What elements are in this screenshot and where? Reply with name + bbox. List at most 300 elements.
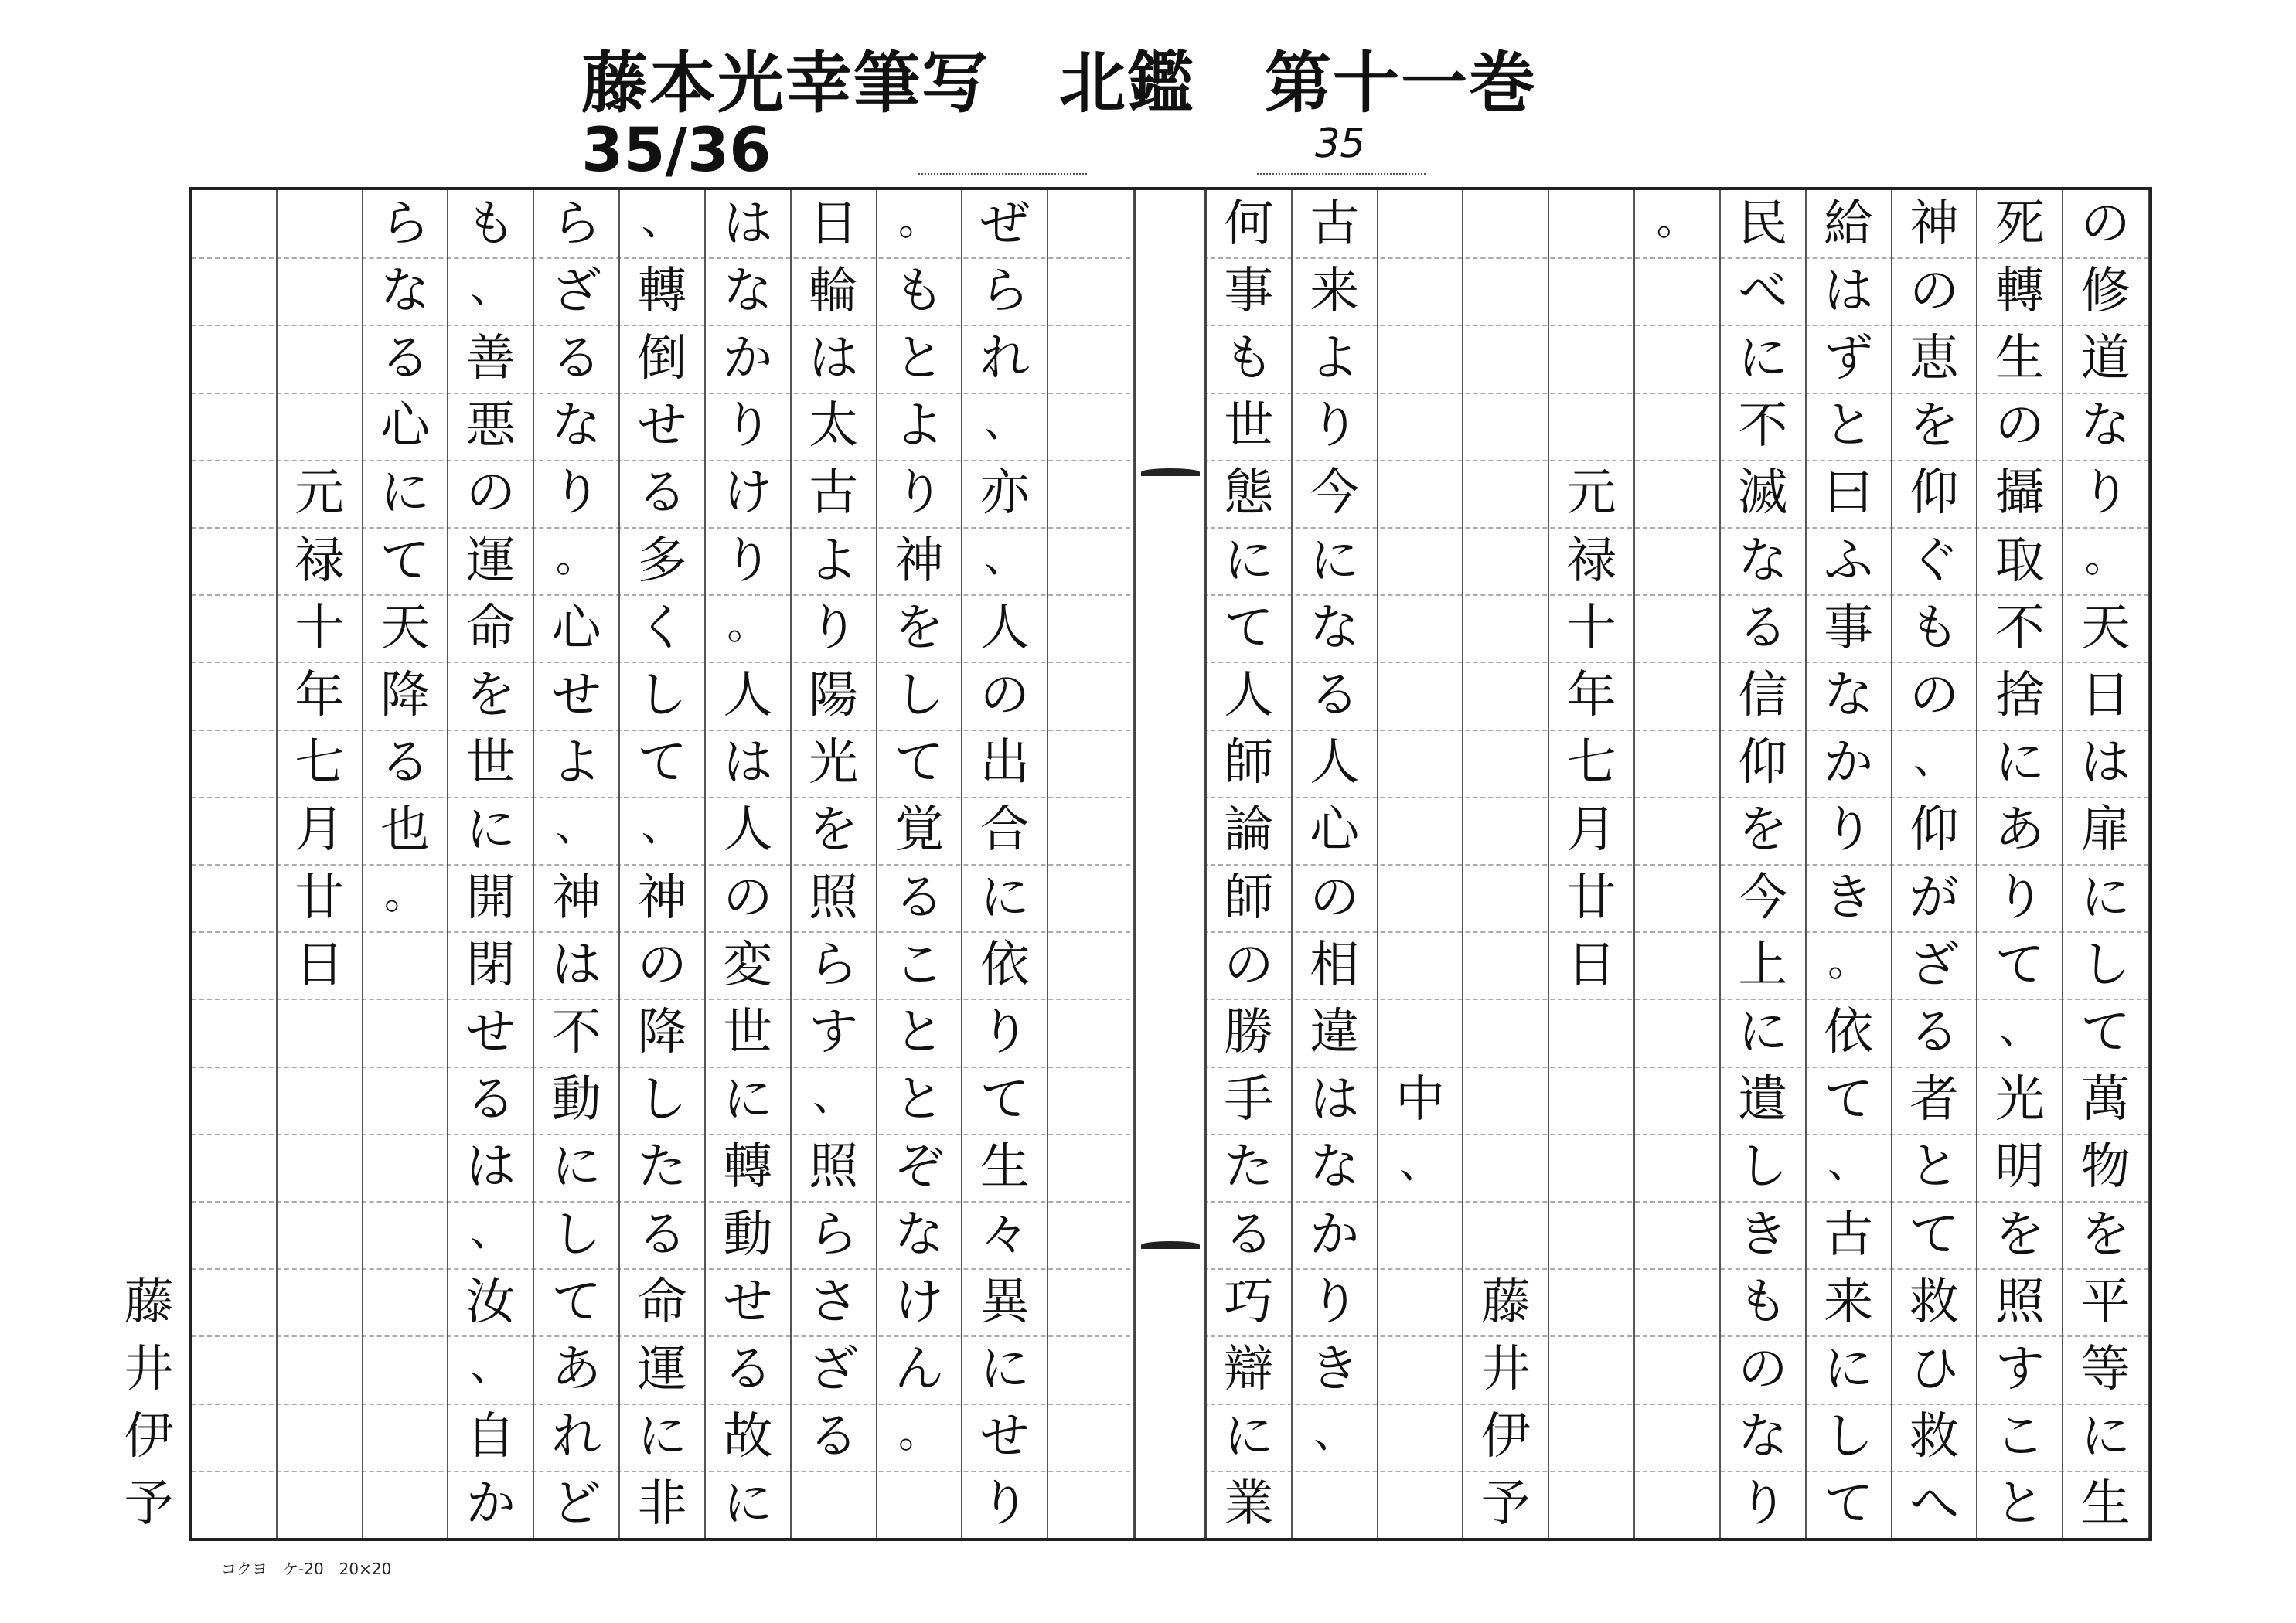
manuscript-column: [1293, 190, 1378, 1538]
manuscript-character: 井: [124, 1341, 174, 1398]
manuscript-character: 藤: [1480, 1273, 1531, 1331]
manuscript-character: 降: [380, 667, 431, 724]
manuscript-character: は: [723, 734, 773, 792]
manuscript-character: な: [723, 262, 773, 320]
manuscript-character: 救: [1909, 1408, 1959, 1466]
manuscript-character: 。: [1656, 195, 1698, 244]
manuscript-character: 照: [809, 1138, 859, 1196]
manuscript-character: り: [809, 599, 859, 657]
manuscript-character: 、: [641, 195, 683, 244]
manuscript-character: か: [465, 1475, 516, 1533]
manuscript-character: 禄: [295, 532, 345, 590]
manuscript-character: の: [723, 869, 773, 927]
manuscript-character: な: [1738, 1408, 1788, 1466]
manuscript-column: [192, 190, 278, 1538]
manuscript-character: る: [1909, 1004, 1959, 1061]
manuscript-character: 轉: [637, 262, 687, 320]
manuscript-column: [877, 190, 963, 1538]
manuscript-character: り: [979, 1004, 1030, 1061]
manuscript-character: よ: [551, 734, 601, 792]
manuscript-column: [363, 190, 449, 1538]
manuscript-character: 神: [551, 869, 601, 927]
manuscript-character: 今: [1310, 464, 1360, 522]
manuscript-character: て: [1824, 1071, 1874, 1129]
manuscript-character: せ: [551, 667, 601, 724]
manuscript-character: 依: [979, 936, 1030, 994]
manuscript-character: る: [465, 1071, 516, 1129]
manuscript-character: 元: [295, 464, 345, 522]
manuscript-character: 光: [809, 734, 859, 792]
manuscript-character: き: [1310, 1341, 1360, 1398]
manuscript-character: 民: [1738, 195, 1788, 253]
manuscript-character: し: [551, 1206, 601, 1264]
manuscript-character: す: [1995, 1341, 2045, 1398]
manuscript-character: 心: [1310, 801, 1360, 859]
handwritten-page-number: 35: [1310, 121, 1370, 167]
manuscript-character: 故: [723, 1408, 773, 1466]
manuscript-character: に: [1310, 532, 1360, 590]
manuscript-character: 業: [1224, 1475, 1274, 1533]
manuscript-character: 来: [1310, 262, 1360, 320]
manuscript-character: 。: [555, 532, 598, 581]
manuscript-column: [1048, 190, 1134, 1538]
manuscript-character: 平: [2080, 1273, 2131, 1331]
manuscript-character: 非: [637, 1475, 687, 1533]
manuscript-character: の: [1738, 1341, 1788, 1398]
manuscript-character: 、: [641, 801, 683, 851]
manuscript-character: た: [1224, 1138, 1274, 1196]
manuscript-character: 亦: [979, 464, 1030, 522]
manuscript-character: 神: [1909, 195, 1959, 253]
manuscript-character: こ: [894, 936, 944, 994]
manuscript-character: 出: [979, 734, 1030, 792]
manuscript-column: [534, 190, 620, 1538]
manuscript-character: 死: [1995, 195, 2045, 253]
manuscript-character: は: [2080, 734, 2131, 792]
manuscript-character: 命: [465, 599, 516, 657]
manuscript-character: ぜ: [979, 195, 1030, 253]
manuscript-character: の: [979, 667, 1030, 724]
manuscript-character: ひ: [1909, 1341, 1959, 1398]
manuscript-character: り: [551, 464, 601, 522]
manuscript-character: か: [1824, 734, 1874, 792]
manuscript-character: 取: [1995, 532, 2045, 590]
manuscript-character: 也: [380, 801, 431, 859]
manuscript-character: 仰: [1909, 464, 1959, 522]
manuscript-character: 、: [983, 397, 1026, 447]
manuscript-character: 明: [1995, 1138, 2045, 1196]
manuscript-character: し: [637, 1071, 687, 1129]
manuscript-character: れ: [979, 330, 1030, 387]
manuscript-character: 、: [983, 532, 1026, 581]
manuscript-character: を: [1909, 397, 1959, 455]
manuscript-character: な: [551, 397, 601, 455]
manuscript-character: も: [1738, 1273, 1788, 1331]
manuscript-character: へ: [1909, 1475, 1959, 1533]
manuscript-character: 自: [465, 1408, 516, 1466]
manuscript-character: て: [1909, 1206, 1959, 1264]
manuscript-character: て: [380, 532, 431, 590]
manuscript-character: 月: [1566, 801, 1616, 859]
manuscript-character: り: [1310, 1273, 1360, 1331]
manuscript-character: に: [1738, 1004, 1788, 1061]
manuscript-character: 。: [727, 599, 769, 648]
manuscript-character: を: [809, 801, 859, 859]
manuscript-character: ら: [809, 936, 859, 994]
manuscript-character: る: [637, 1206, 687, 1264]
manuscript-character: 禄: [1566, 532, 1616, 590]
manuscript-character: ざ: [809, 1341, 859, 1398]
manuscript-character: な: [1738, 532, 1788, 590]
manuscript-character: 人: [1310, 734, 1360, 792]
manuscript-character: 救: [1909, 1273, 1959, 1331]
manuscript-character: 萬: [2080, 1071, 2131, 1129]
manuscript-character: 天: [2080, 599, 2131, 657]
manuscript-character: る: [551, 330, 601, 387]
manuscript-character: 攝: [1995, 464, 2045, 522]
manuscript-character: 不: [1995, 599, 2045, 657]
manuscript-character: に: [380, 464, 431, 522]
header-rule-right: [1257, 173, 1426, 175]
manuscript-character: 違: [1310, 1004, 1360, 1061]
manuscript-character: 運: [637, 1341, 687, 1398]
manuscript-character: の: [1995, 397, 2045, 455]
manuscript-character: け: [723, 464, 773, 522]
manuscript-character: 、: [812, 1071, 855, 1121]
manuscript-character: き: [1824, 869, 1874, 927]
manuscript-character: て: [1824, 1475, 1874, 1533]
manuscript-character: さ: [809, 1273, 859, 1331]
manuscript-character: 藤: [124, 1273, 174, 1331]
manuscript-character: 伊: [124, 1408, 174, 1466]
manuscript-character: り: [894, 464, 944, 522]
manuscript-column: [1892, 190, 1978, 1538]
manuscript-character: 動: [551, 1071, 601, 1129]
manuscript-character: て: [979, 1071, 1030, 1129]
manuscript-character: 勝: [1224, 1004, 1274, 1061]
manuscript-character: 神: [637, 869, 687, 927]
manuscript-character: 太: [809, 397, 859, 455]
manuscript-character: あ: [551, 1341, 601, 1398]
manuscript-character: ふ: [1824, 532, 1874, 590]
manuscript-character: 。: [898, 1408, 940, 1458]
manuscript-character: 世: [465, 734, 516, 792]
manuscript-character: ざ: [551, 262, 601, 320]
manuscript-character: 井: [1480, 1341, 1531, 1398]
manuscript-character: 不: [551, 1004, 601, 1061]
manuscript-character: に: [551, 1138, 601, 1196]
manuscript-character: 命: [637, 1273, 687, 1331]
manuscript-character: 々: [979, 1206, 1030, 1264]
manuscript-character: 人: [723, 667, 773, 724]
manuscript-character: 予: [124, 1475, 174, 1533]
manuscript-character: 捨: [1995, 667, 2045, 724]
manuscript-character: 降: [637, 1004, 687, 1061]
manuscript-character: る: [894, 869, 944, 927]
manuscript-character: け: [894, 1273, 944, 1331]
manuscript-character: の: [2080, 195, 2131, 253]
manuscript-character: 、: [1913, 734, 1955, 784]
manuscript-character: 心: [551, 599, 601, 657]
manuscript-character: か: [1310, 1206, 1360, 1264]
manuscript-column: [278, 190, 363, 1538]
manuscript-character: 上: [1738, 936, 1788, 994]
manuscript-column: [1977, 190, 2063, 1538]
manuscript-character: て: [551, 1273, 601, 1331]
manuscript-character: 生: [2080, 1475, 2131, 1533]
manuscript-character: 元: [1566, 464, 1616, 522]
manuscript-character: と: [1824, 397, 1874, 455]
manuscript-character: り: [979, 1475, 1030, 1533]
manuscript-character: り: [1995, 869, 2045, 927]
manuscript-character: 閉: [465, 936, 516, 994]
manuscript-character: 日: [2080, 667, 2131, 724]
manuscript-character: ん: [894, 1341, 944, 1398]
manuscript-character: 依: [1824, 1004, 1874, 1061]
manuscript-character: に: [1738, 330, 1788, 387]
manuscript-character: 。: [2084, 532, 2127, 581]
manuscript-character: 古: [1824, 1206, 1874, 1264]
manuscript-character: り: [1310, 397, 1360, 455]
manuscript-character: 中: [1395, 1071, 1446, 1129]
manuscript-character: に: [1824, 1341, 1874, 1398]
manuscript-character: り: [2080, 464, 2131, 522]
manuscript-column: [106, 190, 192, 1538]
manuscript-character: 者: [1909, 1071, 1959, 1129]
manuscript-character: 道: [2080, 330, 2131, 387]
manuscript-character: 仰: [1738, 734, 1788, 792]
manuscript-grid: [124, 187, 2152, 1541]
manuscript-character: よ: [894, 397, 944, 455]
manuscript-character: の: [637, 936, 687, 994]
manuscript-character: 廿: [295, 869, 345, 927]
manuscript-character: 日: [809, 195, 859, 253]
manuscript-character: 変: [723, 936, 773, 994]
manuscript-character: 悪: [465, 397, 516, 455]
manuscript-character: よ: [809, 532, 859, 590]
manuscript-character: せ: [979, 1408, 1030, 1466]
manuscript-character: も: [1909, 599, 1959, 657]
manuscript-character: 、: [1399, 1138, 1442, 1188]
manuscript-character: 事: [1224, 262, 1274, 320]
manuscript-character: 、: [1313, 1408, 1356, 1458]
manuscript-character: く: [637, 599, 687, 657]
manuscript-character: 七: [295, 734, 345, 792]
manuscript-character: 、: [469, 1206, 512, 1255]
manuscript-character: な: [894, 1206, 944, 1264]
manuscript-character: る: [723, 1341, 773, 1398]
manuscript-character: の: [465, 464, 516, 522]
manuscript-character: て: [2080, 1004, 2131, 1061]
manuscript-character: 人: [979, 599, 1030, 657]
manuscript-character: 覚: [894, 801, 944, 859]
manuscript-character: て: [637, 734, 687, 792]
manuscript-character: 相: [1310, 936, 1360, 994]
title-copyist: 藤本光幸筆写: [581, 45, 990, 122]
manuscript-column: [792, 190, 877, 1538]
manuscript-character: 照: [1995, 1273, 2045, 1331]
manuscript-character: 伊: [1480, 1408, 1531, 1466]
manuscript-character: と: [1909, 1138, 1959, 1196]
manuscript-character: も: [1224, 330, 1274, 387]
center-gutter: [1134, 190, 1207, 1538]
manuscript-character: に: [2080, 1408, 2131, 1466]
manuscript-character: 恵: [1909, 330, 1959, 387]
manuscript-character: し: [894, 667, 944, 724]
manuscript-character: り: [1824, 801, 1874, 859]
manuscript-character: を: [894, 599, 944, 657]
manuscript-character: の: [1909, 262, 1959, 320]
manuscript-character: 年: [1566, 667, 1616, 724]
manuscript-character: 、: [1998, 1004, 2041, 1053]
gutter-fold-mark: [1141, 1241, 1200, 1249]
manuscript-character: に: [465, 801, 516, 859]
manuscript-character: に: [1224, 1408, 1274, 1466]
page-count: 35/36: [581, 116, 772, 185]
manuscript-character: 異: [979, 1273, 1030, 1331]
manuscript-character: べ: [1738, 262, 1788, 320]
manuscript-character: 照: [809, 869, 859, 927]
manuscript-character: 運: [465, 532, 516, 590]
manuscript-character: を: [1738, 801, 1788, 859]
manuscript-character: 扉: [2080, 801, 2131, 859]
manuscript-character: あ: [1995, 801, 2045, 859]
manuscript-character: 、: [555, 801, 598, 851]
manuscript-character: の: [1310, 869, 1360, 927]
manuscript-column: [620, 190, 706, 1538]
manuscript-character: に: [1995, 734, 2045, 792]
manuscript-character: と: [894, 330, 944, 387]
manuscript-character: り: [723, 532, 773, 590]
manuscript-column: [2063, 190, 2149, 1538]
manuscript-character: ら: [809, 1206, 859, 1264]
manuscript-character: 生: [1995, 330, 2045, 387]
manuscript-character: 日: [295, 936, 345, 994]
manuscript-character: ら: [551, 195, 601, 253]
manuscript-character: ぐ: [1909, 532, 1959, 590]
manuscript-character: る: [637, 464, 687, 522]
manuscript-column: [1463, 190, 1549, 1538]
manuscript-character: り: [1738, 1475, 1788, 1533]
gutter-fold-mark: [1141, 468, 1200, 476]
manuscript-column: [1207, 190, 1293, 1538]
manuscript-character: 廿: [1566, 869, 1616, 927]
manuscript-column: [1807, 190, 1892, 1538]
manuscript-character: 人: [1224, 667, 1274, 724]
manuscript-character: 。: [1828, 936, 1870, 985]
manuscript-character: 師: [1224, 734, 1274, 792]
manuscript-character: の: [1909, 667, 1959, 724]
manuscript-character: 給: [1824, 195, 1874, 253]
manuscript-character: て: [1224, 599, 1274, 657]
manuscript-character: 。: [898, 195, 940, 244]
manuscript-character: 仰: [1909, 801, 1959, 859]
manuscript-character: よ: [1310, 330, 1360, 387]
manuscript-character: 信: [1738, 667, 1788, 724]
manuscript-character: 十: [1566, 599, 1616, 657]
manuscript-character: に: [1224, 532, 1274, 590]
manuscript-character: し: [637, 667, 687, 724]
manuscript-character: か: [723, 330, 773, 387]
manuscript-character: な: [1824, 667, 1874, 724]
manuscript-character: し: [1738, 1138, 1788, 1196]
manuscript-character: に: [637, 1408, 687, 1466]
manuscript-character: れ: [551, 1408, 601, 1466]
manuscript-character: ら: [380, 195, 431, 253]
manuscript-character: て: [1995, 936, 2045, 994]
manuscript-character: は: [465, 1138, 516, 1196]
manuscript-character: 汝: [465, 1273, 516, 1331]
manuscript-character: ど: [551, 1475, 601, 1533]
manuscript-character: し: [2080, 936, 2131, 994]
manuscript-character: を: [2080, 1206, 2131, 1264]
manuscript-character: 手: [1224, 1071, 1274, 1129]
manuscript-column: [1721, 190, 1807, 1538]
manuscript-character: 生: [979, 1138, 1030, 1196]
manuscript-character: 辯: [1224, 1341, 1274, 1398]
manuscript-character: 。: [384, 869, 427, 918]
manuscript-character: 人: [723, 801, 773, 859]
manuscript-character: は: [723, 195, 773, 253]
document-title: [581, 29, 1537, 125]
manuscript-character: な: [2080, 397, 2131, 455]
manuscript-character: 動: [723, 1206, 773, 1264]
manuscript-character: 、: [469, 262, 512, 311]
manuscript-character: 世: [723, 1004, 773, 1061]
manuscript-character: 神: [894, 532, 944, 590]
manuscript-character: 滅: [1738, 464, 1788, 522]
manuscript-character: せ: [723, 1273, 773, 1331]
manuscript-character: は: [809, 330, 859, 387]
manuscript-character: 論: [1224, 801, 1274, 859]
manuscript-character: は: [1824, 262, 1874, 320]
manuscript-character: 巧: [1224, 1273, 1274, 1331]
manuscript-character: 輪: [809, 262, 859, 320]
manuscript-character: 予: [1480, 1475, 1531, 1533]
manuscript-character: に: [2080, 869, 2131, 927]
manuscript-character: は: [551, 936, 601, 994]
manuscript-character: る: [380, 734, 431, 792]
manuscript-character: 轉: [1995, 262, 2045, 320]
manuscript-character: 古: [809, 464, 859, 522]
manuscript-character: る: [1224, 1206, 1274, 1264]
manuscript-character: も: [465, 195, 516, 253]
manuscript-character: 来: [1824, 1273, 1874, 1331]
manuscript-character: 修: [2080, 262, 2131, 320]
manuscript-character: り: [723, 397, 773, 455]
manuscript-character: て: [894, 734, 944, 792]
manuscript-character: 今: [1738, 869, 1788, 927]
manuscript-character: る: [1738, 599, 1788, 657]
manuscript-character: た: [637, 1138, 687, 1196]
manuscript-character: 世: [1224, 397, 1274, 455]
manuscript-character: き: [1738, 1206, 1788, 1264]
manuscript-character: 師: [1224, 869, 1274, 927]
manuscript-character: を: [1995, 1206, 2045, 1264]
manuscript-character: 七: [1566, 734, 1616, 792]
manuscript-character: な: [380, 262, 431, 320]
manuscript-character: 日: [1566, 936, 1616, 994]
manuscript-column: [1549, 190, 1635, 1538]
manuscript-character: が: [1909, 869, 1959, 927]
paper-label: コクヨ ケ-20 20×20: [221, 1560, 392, 1578]
manuscript-character: に: [979, 1341, 1030, 1398]
manuscript-character: し: [1824, 1408, 1874, 1466]
manuscript-character: る: [809, 1408, 859, 1466]
manuscript-character: を: [465, 667, 516, 724]
manuscript-character: ぞ: [894, 1138, 944, 1196]
manuscript-character: は: [1310, 1071, 1360, 1129]
